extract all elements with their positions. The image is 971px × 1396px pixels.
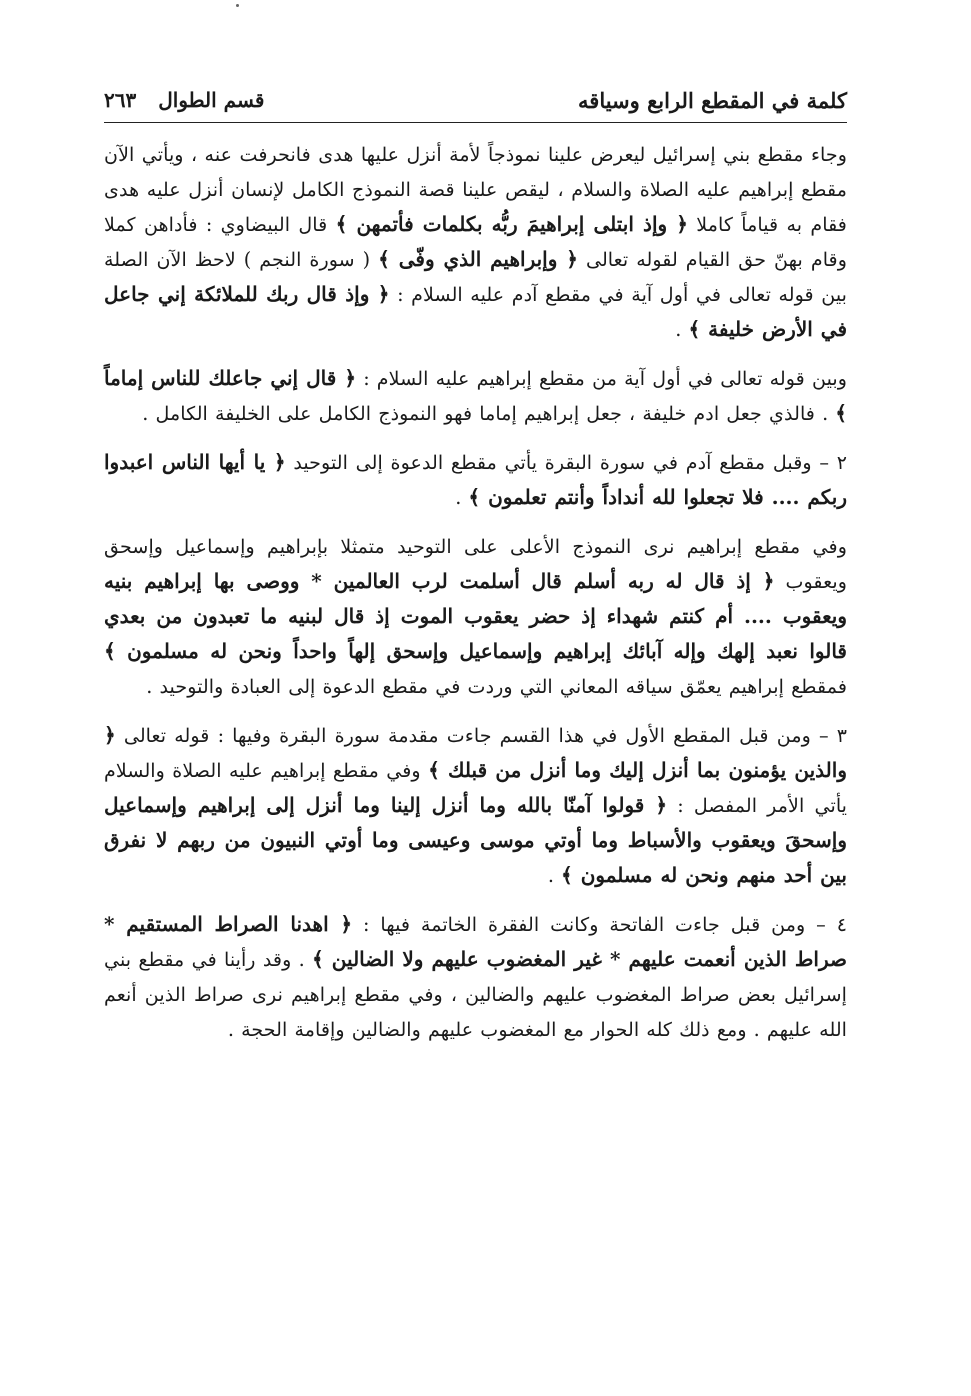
quran-quote: ﴿ وإذ ابتلى إبراهيمَ ربُّه بكلمات فأتمهن ﴾ xyxy=(335,212,689,236)
quran-quote: ﴿ قولوا آمنّا بالله وما أنزل إلينا وما أنزل إلى إبراهيم وإسماعيل وإسحقَ ويعقوب والأسباط وما أوتي موسى وعيسى وما أوتي النبيون من ربهم لا نفرق بين أحد منهم ونحن له مسلمون ﴾ xyxy=(104,793,847,887)
paragraph-3 xyxy=(104,445,847,515)
paragraph-2 xyxy=(104,361,847,431)
quran-quote: ﴿ قال إني جاعلك للناس إماماً ﴾ xyxy=(104,366,847,425)
header-left-group xyxy=(104,88,264,112)
body-segment: . فالذي جعل ادم خليفة ، جعل إبراهيم إماما فهو النموذج الكامل على الخليفة الكامل . xyxy=(142,402,836,425)
running-header xyxy=(104,82,847,123)
book-page xyxy=(104,82,847,1047)
paragraph-4 xyxy=(104,529,847,704)
body-segment: ٢ – وقبل مقطع آدم في سورة البقرة يأتي مقطع الدعوة إلى التوحيد xyxy=(285,451,847,474)
body-segment: . وقد رأينا في مقطع بني إسرائيل بعض صراط المغضوب عليهم والضالين ، وفي مقطع إبراهيم نرى صراط الذين أنعم الله عليهم . ومع ذلك كله الحوار مع المغضوب عليهم والضالين وإقامة الحجة . xyxy=(104,948,847,1041)
quran-quote: ﴿ وإذ قال ربك للملائكة إني جاعل في الأرض خليفة ﴾ xyxy=(104,282,847,341)
body-segment: . xyxy=(547,864,562,887)
quran-quote: ﴿ إذ قال له ربه أسلم قال أسلمت لرب العالمين * ووصى بها إبراهيم بنيه ويعقوب .... أم كنتم شهداء إذ حضر يعقوب الموت إذ قال لبنيه ما تعبدون من بعدي قالوا نعبد إلهك وإله آبائك إبراهيم وإسماعيل وإسحق إلهاً واحداً ونحن له مسلمون ﴾ xyxy=(104,569,847,663)
paragraph-6 xyxy=(104,907,847,1047)
body-text xyxy=(104,137,847,1047)
body-segment: ٣ – ومن قبل المقطع الأول في هذا القسم جاءت مقدمة سورة البقرة وفيها : قوله تعالى xyxy=(115,724,847,747)
quran-quote: ﴿ وإبراهيم الذي وفّى ﴾ xyxy=(378,247,578,271)
body-segment: وجاء مقطع بني إسرائيل ليعرض علينا نموذجاً لأمة أنزل عليها هدى فانحرفت عنه ، ويأتي الآن مقطع إبراهيم عليه الصلاة والسلام ، ليقص علينا قصة النموذج الكامل لإنسان أنزل عليه هدى فقام به قياماً كاملا xyxy=(104,143,847,236)
body-segment: . xyxy=(455,486,469,509)
section-title: قسم الطوال xyxy=(158,88,265,112)
paragraph-5 xyxy=(104,718,847,893)
body-segment: وفي مقطع إبراهيم نرى النموذج الأعلى على التوحيد متمثلا بإبراهيم وإسماعيل وإسحق ويعقوب xyxy=(104,535,847,593)
body-segment: وفي مقطع إبراهيم عليه الصلاة والسلام يأتي الأمر المفصل : xyxy=(104,759,847,817)
quran-quote: ﴿ يا أيها الناس اعبدوا ربكم .... فلا تجعلوا لله أنداداً وأنتم تعلمون ﴾ xyxy=(104,450,847,509)
paragraph-1 xyxy=(104,137,847,347)
body-segment: ٤ – ومن قبل جاءت الفاتحة وكانت الفقرة الخاتمة فيها : xyxy=(352,913,847,936)
body-segment: فمقطع إبراهيم يعمّق سياقه المعاني التي وردت في مقطع الدعوة إلى العبادة والتوحيد . xyxy=(146,675,847,698)
scan-dot xyxy=(236,4,239,7)
quran-quote: ﴿ اهدنا الصراط المستقيم * صراط الذين أنعمت عليهم * غير المغضوب عليهم ولا الضالين ﴾ xyxy=(104,912,847,971)
body-segment: . xyxy=(675,318,689,341)
page-number: ٢٦٣ xyxy=(104,88,137,112)
body-segment: وبين قوله تعالى في أول آية من مقطع إبراهيم عليه السلام : xyxy=(356,367,848,390)
body-segment: ( سورة النجم ) لاحظ الآن الصلة بين قوله تعالى في أول آية في مقطع آدم عليه السلام : xyxy=(104,248,847,306)
quran-quote: ﴿ والذين يؤمنون بما أنزل إليك وما أنزل من قبلك ﴾ xyxy=(104,723,847,782)
body-segment: قال البيضاوي : فأداهن كملا وقام بهنّ حق القيام لقوله تعالى xyxy=(104,213,847,271)
chapter-title: كلمة في المقطع الرابع وسياقه xyxy=(578,88,847,113)
